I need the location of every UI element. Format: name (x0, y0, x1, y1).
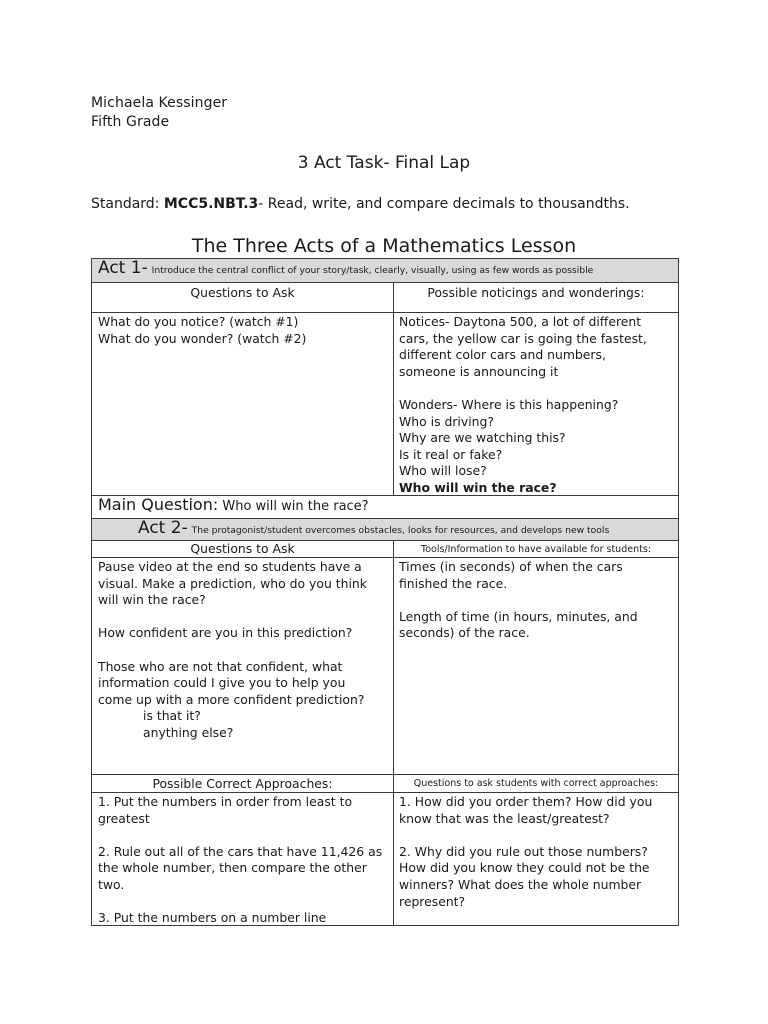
act1-column-header-row (92, 282, 678, 312)
act1-questions-header: Questions to Ask (190, 285, 295, 300)
approaches-header: Possible Correct Approaches: (152, 776, 333, 791)
act1-label: Act 1- (98, 258, 148, 278)
standard-text: - Read, write, and compare decimals to thousandths. (258, 196, 630, 212)
notice-line: someone is announcing it (399, 363, 559, 379)
column-divider (393, 282, 394, 495)
standard-line (91, 196, 630, 212)
act1-description: Introduce the central conflict of your story/task, clearly, visually, using as few words as possible (151, 265, 594, 276)
act2-followup: is that it? (143, 708, 201, 724)
task-title: 3 Act Task- Final Lap (297, 153, 471, 173)
approach-questions-list (399, 794, 675, 910)
standard-label: Standard: (91, 196, 164, 212)
three-acts-table (91, 258, 679, 926)
standard-code: MCC5.NBT.3 (163, 196, 259, 212)
act2-questions (98, 559, 390, 742)
wonder-line: Wonders- Where is this happening? (399, 396, 619, 412)
approach-line: the whole number, then compare the other (98, 860, 367, 876)
act2-followup: anything else? (143, 724, 234, 740)
act1-question: What do you wonder? (watch #2) (98, 330, 307, 346)
approaches-body-row (92, 792, 678, 926)
act1-question: What do you notice? (watch #1) (98, 314, 299, 329)
wonder-line: Is it real or fake? (399, 446, 503, 462)
act2-header-row (92, 518, 678, 540)
wonder-line: Why are we watching this? (399, 430, 566, 446)
act1-header-row (92, 259, 678, 282)
notice-line: Notices- Daytona 500, a lot of different (399, 314, 642, 329)
approach-questions-header: Questions to ask students with correct approaches: (413, 778, 659, 789)
main-question-label: Main Question: (98, 495, 219, 514)
notice-line: cars, the yellow car is going the fastest, (399, 330, 647, 346)
tools-line: finished the race. (399, 575, 508, 591)
approach-question-line: know that was the least/greatest? (399, 810, 610, 826)
act2-question-line: Those who are not that confident, what (98, 658, 343, 674)
approach-line: two. (98, 876, 125, 892)
act2-label: Act 2- (138, 518, 188, 538)
grade-level: Fifth Grade (91, 114, 170, 130)
wonder-line: Who will lose? (399, 463, 487, 479)
approach-question-line: How did you know they could not be the (399, 860, 650, 876)
approach-question-line: 2. Why did you rule out those numbers? (399, 843, 648, 859)
act2-body-row (92, 557, 678, 774)
tools-line: Length of time (in hours, minutes, and (399, 608, 638, 624)
act2-question-line: How confident are you in this prediction? (98, 625, 353, 641)
act2-question-line: information could I give you to help you (98, 675, 346, 691)
approach-line: 1. Put the numbers in order from least to (98, 794, 353, 809)
act2-description: The protagonist/student overcomes obstacles, looks for resources, and develops new tools (191, 525, 610, 536)
approach-question-line: 1. How did you order them? How did you (399, 794, 653, 809)
act2-question-line: come up with a more confident prediction? (98, 691, 365, 707)
act1-body-row (92, 312, 678, 495)
act2-question-line: Pause video at the end so students have a (98, 559, 362, 574)
tools-line: Times (in seconds) of when the cars (399, 559, 623, 574)
approach-question-line: winners? What does the whole number (399, 876, 642, 892)
wonder-line: Who is driving? (399, 413, 494, 429)
act1-noticings-header: Possible noticings and wonderings: (427, 285, 645, 300)
act1-noticings (399, 314, 675, 497)
approach-line: 3. Put the numbers on a number line (98, 910, 327, 926)
act2-tools-header: Tools/Information to have available for students: (421, 544, 651, 555)
author-name: Michaela Kessinger (91, 95, 228, 111)
main-question-row (92, 495, 678, 518)
approach-line: 2. Rule out all of the cars that have 11,426 as (98, 843, 383, 859)
act2-question-line: will win the race? (98, 592, 206, 608)
wonder-main-question: Who will win the race? (399, 479, 557, 495)
approach-question-line: represent? (399, 893, 466, 909)
main-question-text: Who will win the race? (218, 499, 369, 514)
tools-line: seconds) of the race. (399, 625, 530, 641)
column-divider (393, 540, 394, 926)
approaches-header-row (92, 774, 678, 792)
act2-tools (399, 559, 675, 642)
act1-questions (98, 314, 388, 347)
approach-line: greatest (98, 810, 150, 826)
act2-column-header-row (92, 540, 678, 557)
approaches-list (98, 794, 390, 927)
notice-line: different color cars and numbers, (399, 347, 606, 363)
act2-question-line: visual. Make a prediction, who do you think (98, 575, 367, 591)
lesson-title: The Three Acts of a Mathematics Lesson (191, 235, 577, 257)
act2-questions-header: Questions to Ask (190, 541, 295, 556)
